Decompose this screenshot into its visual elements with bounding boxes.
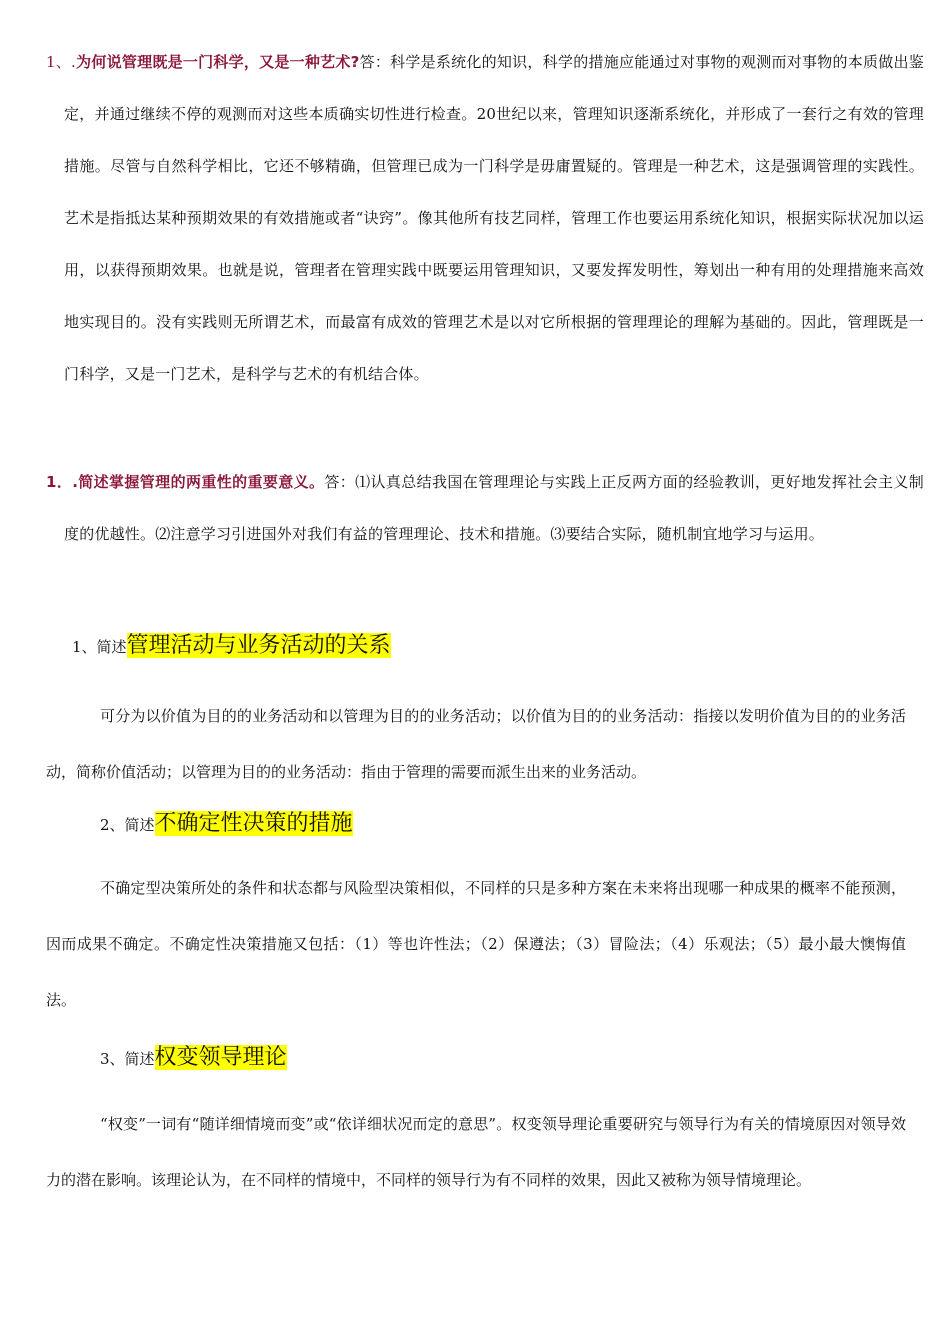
section-1-body: 可分为以价值为目的的业务活动和以管理为目的的业务活动；以价值为目的的业务活动：指接以发明价值为目的的业务活动，简称价值活动；以管理为目的的业务活动：指由于管理的需要而派生出来的业务活动。: [46, 707, 906, 781]
section-3-body: “权变”一词有“随详细情境而变”或“依详细状况而定的意思”。权变领导理论重要研究与领导行为有关的情境原因对领导效力的潜在影响。该理论认为，在不同样的情境中，不同样的领导行为有不同样的效果，因此又被称为领导情境理论。: [46, 1115, 906, 1189]
section-1-title: 管理活动与业务活动的关系: [126, 633, 391, 658]
question-1-title: 为何说管理既是一门科学，又是一种艺术?: [76, 53, 360, 71]
section-2-prefix: 2、简述: [100, 816, 155, 834]
question-2-paragraph: [46, 456, 924, 560]
section-2-body: 不确定型决策所处的条件和状态都与风险型决策相似，不同样的只是多种方案在未来将出现哪一种成果的概率不能预测，因而成果不确定。不确定性决策措施又包括：（1）等也许性法；（2）保遵法；（3）冒险法；（4）乐观法；（5）最小最大懊悔值法。: [46, 879, 906, 1009]
section-3-prefix: 3、简述: [100, 1050, 155, 1068]
section-2-heading: [100, 804, 353, 845]
question-2-title: 简述掌握管理的两重性的重要意义。: [78, 473, 325, 491]
section-3-title: 权变领导理论: [154, 1045, 287, 1070]
question-2-answer: 答：⑴认真总结我国在管理理论与实践上正反两方面的经验教训，更好地发挥社会主义制度的优越性。⑵注意学习引进国外对我们有益的管理理论、技术和措施。⑶要结合实际，随机制宜地学习与运用。: [64, 473, 925, 543]
section-3-heading: [100, 1038, 287, 1079]
question-1-number: 1、.: [46, 53, 77, 71]
question-1-answer: 答：科学是系统化的知识，科学的措施应能通过对事物的观测而对事物的本质做出鉴定，并通过继续不停的观测而对这些本质确实切性进行检查。20世纪以来，管理知识逐渐系统化，并形成了一套行之有效的管理措施。尽管与自然科学相比，它还不够精确，但管理已成为一门科学是毋庸置疑的。管理是一种艺术，这是强调管理的实践性。艺术是指抵达某种预期效果的有效措施或者“诀窍”。像其他所有技艺同样，管理工作也要运用系统化知识，根据实际状况加以运用，以获得预期效果。也就是说，管理者在管理实践中既要运用管理知识，又要发挥发明性，筹划出一种有用的处理措施来高效地实现目的。没有实践则无所谓艺术，而最富有成效的管理艺术是以对它所根据的管理理论的理解为基础的。因此，管理既是一门科学，又是一门艺术，是科学与艺术的有机结合体。: [64, 53, 924, 383]
section-2-title: 不确定性决策的措施: [154, 811, 353, 836]
question-2-number: 1．.: [46, 473, 79, 491]
section-1-prefix: 1、简述: [72, 638, 127, 656]
question-1-paragraph: [46, 36, 924, 400]
section-1-heading: [72, 626, 391, 667]
